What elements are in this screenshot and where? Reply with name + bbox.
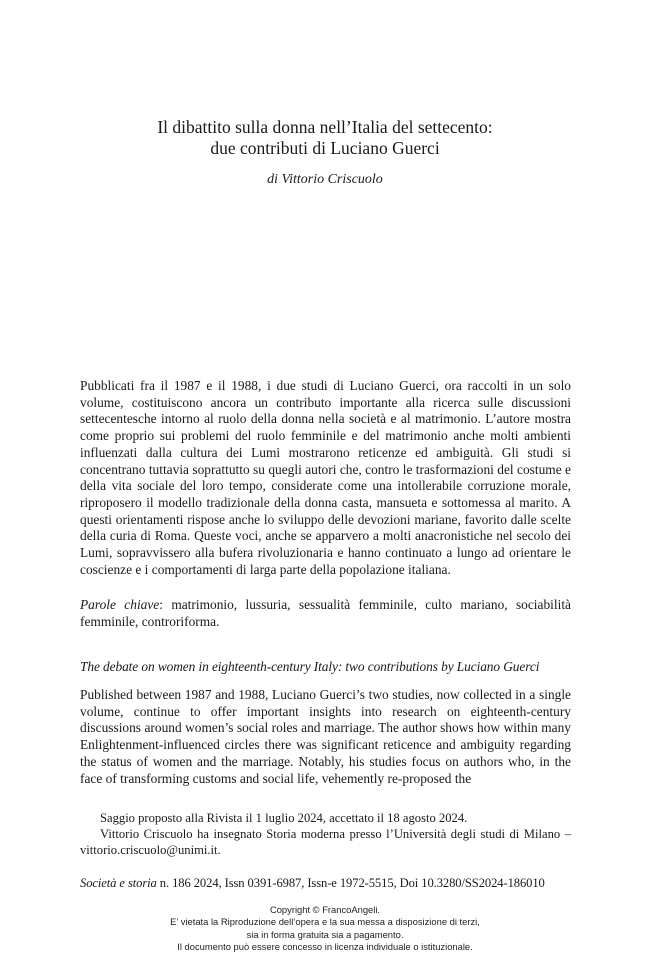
italian-abstract: Pubblicati fra il 1987 e il 1988, i due studi di Luciano Guerci, ora raccolti in un solo volume, costituiscono ancora un contributo importante alla ricerca sulle discussioni settecentesche intorno al ruolo della donna nella società e al matrimonio. L’autore mostra come proprio sui problemi del ruolo femminile e del matrimonio anche molti ambienti influenzati dalla cultura dei Lumi mostrarono reticenze ed ambiguità. Gli studi si concentrano tuttavia soprattutto su quegli autori che, contro le trasformazioni del costume e della vita sociale del loro tempo, considerate come una intollerabile corruzione morale, riproposero il modello tradizionale della donna casta, mansueta e sottomessa al marito. A questi orientamenti rispose anche lo sviluppo delle devozioni mariane, favorito dalle scelte della curia di Roma. Queste voci, anche se apparvero a molti anacronistiche nel secolo dei Lumi, sopravvissero alla bufera rivoluzionaria e hanno continuato a lungo ad orientare le coscienze e i comportamenti di larga parte della popolazione italiana. — [80, 378, 571, 577]
copyright-line-4: Il documento può essere concesso in licenza individuale o istituzionale. — [177, 940, 473, 952]
author-bio-note: Vittorio Criscuolo ha insegnato Storia moderna presso l’Università degli studi di Milano – vittorio.criscuolo@unimi.it. — [80, 827, 571, 857]
keywords-label: Parole chiave — [80, 597, 160, 612]
article-author: di Vittorio Criscuolo — [267, 172, 383, 187]
footnotes — [80, 810, 571, 858]
citation-details: n. 186 2024, Issn 0391-6987, Issn-e 1972-5515, Doi 10.3280/SS2024-186010 — [156, 876, 545, 890]
article-title-line-2: due contributi di Luciano Guerci — [210, 138, 440, 158]
journal-name: Società e storia — [80, 876, 157, 890]
keywords-text: : matrimonio, lussuria, sessualità femminile, culto mariano, sociabilità femminile, controriforma. — [80, 597, 571, 629]
english-title: The debate on women in eighteenth-century Italy: two contributions by Luciano Guerci — [80, 659, 540, 674]
journal-citation — [80, 876, 571, 891]
copyright-notice — [60, 904, 590, 953]
article-title-line-1: Il dibattito sulla donna nell’Italia del settecento: — [157, 117, 493, 137]
copyright-line-3: sia in forma gratuita sia a pagamento. — [246, 928, 404, 940]
english-abstract: Published between 1987 and 1988, Luciano Guerci’s two studies, now collected in a single volume, continue to offer important insights into research on eighteenth-century discussions around women’s social roles and marriage. The author shows how within many Enlightenment-influenced circles there was significant reticence and ambiguity regarding the status of women and the marriage. Notably, his studies focus on authors who, in the face of transforming customs and social life, vehemently re-proposed the — [80, 687, 571, 786]
copyright-line-1: Copyright © FrancoAngeli. — [269, 904, 381, 915]
copyright-line-2: E’ vietata la Riproduzione dell’opera e la sua messa a disposizione di terzi, — [170, 916, 480, 928]
article-title — [78, 117, 572, 159]
submission-note: Saggio proposto alla Rivista il 1 luglio 2024, accettato il 18 agosto 2024. — [100, 811, 468, 825]
keywords — [80, 597, 571, 630]
